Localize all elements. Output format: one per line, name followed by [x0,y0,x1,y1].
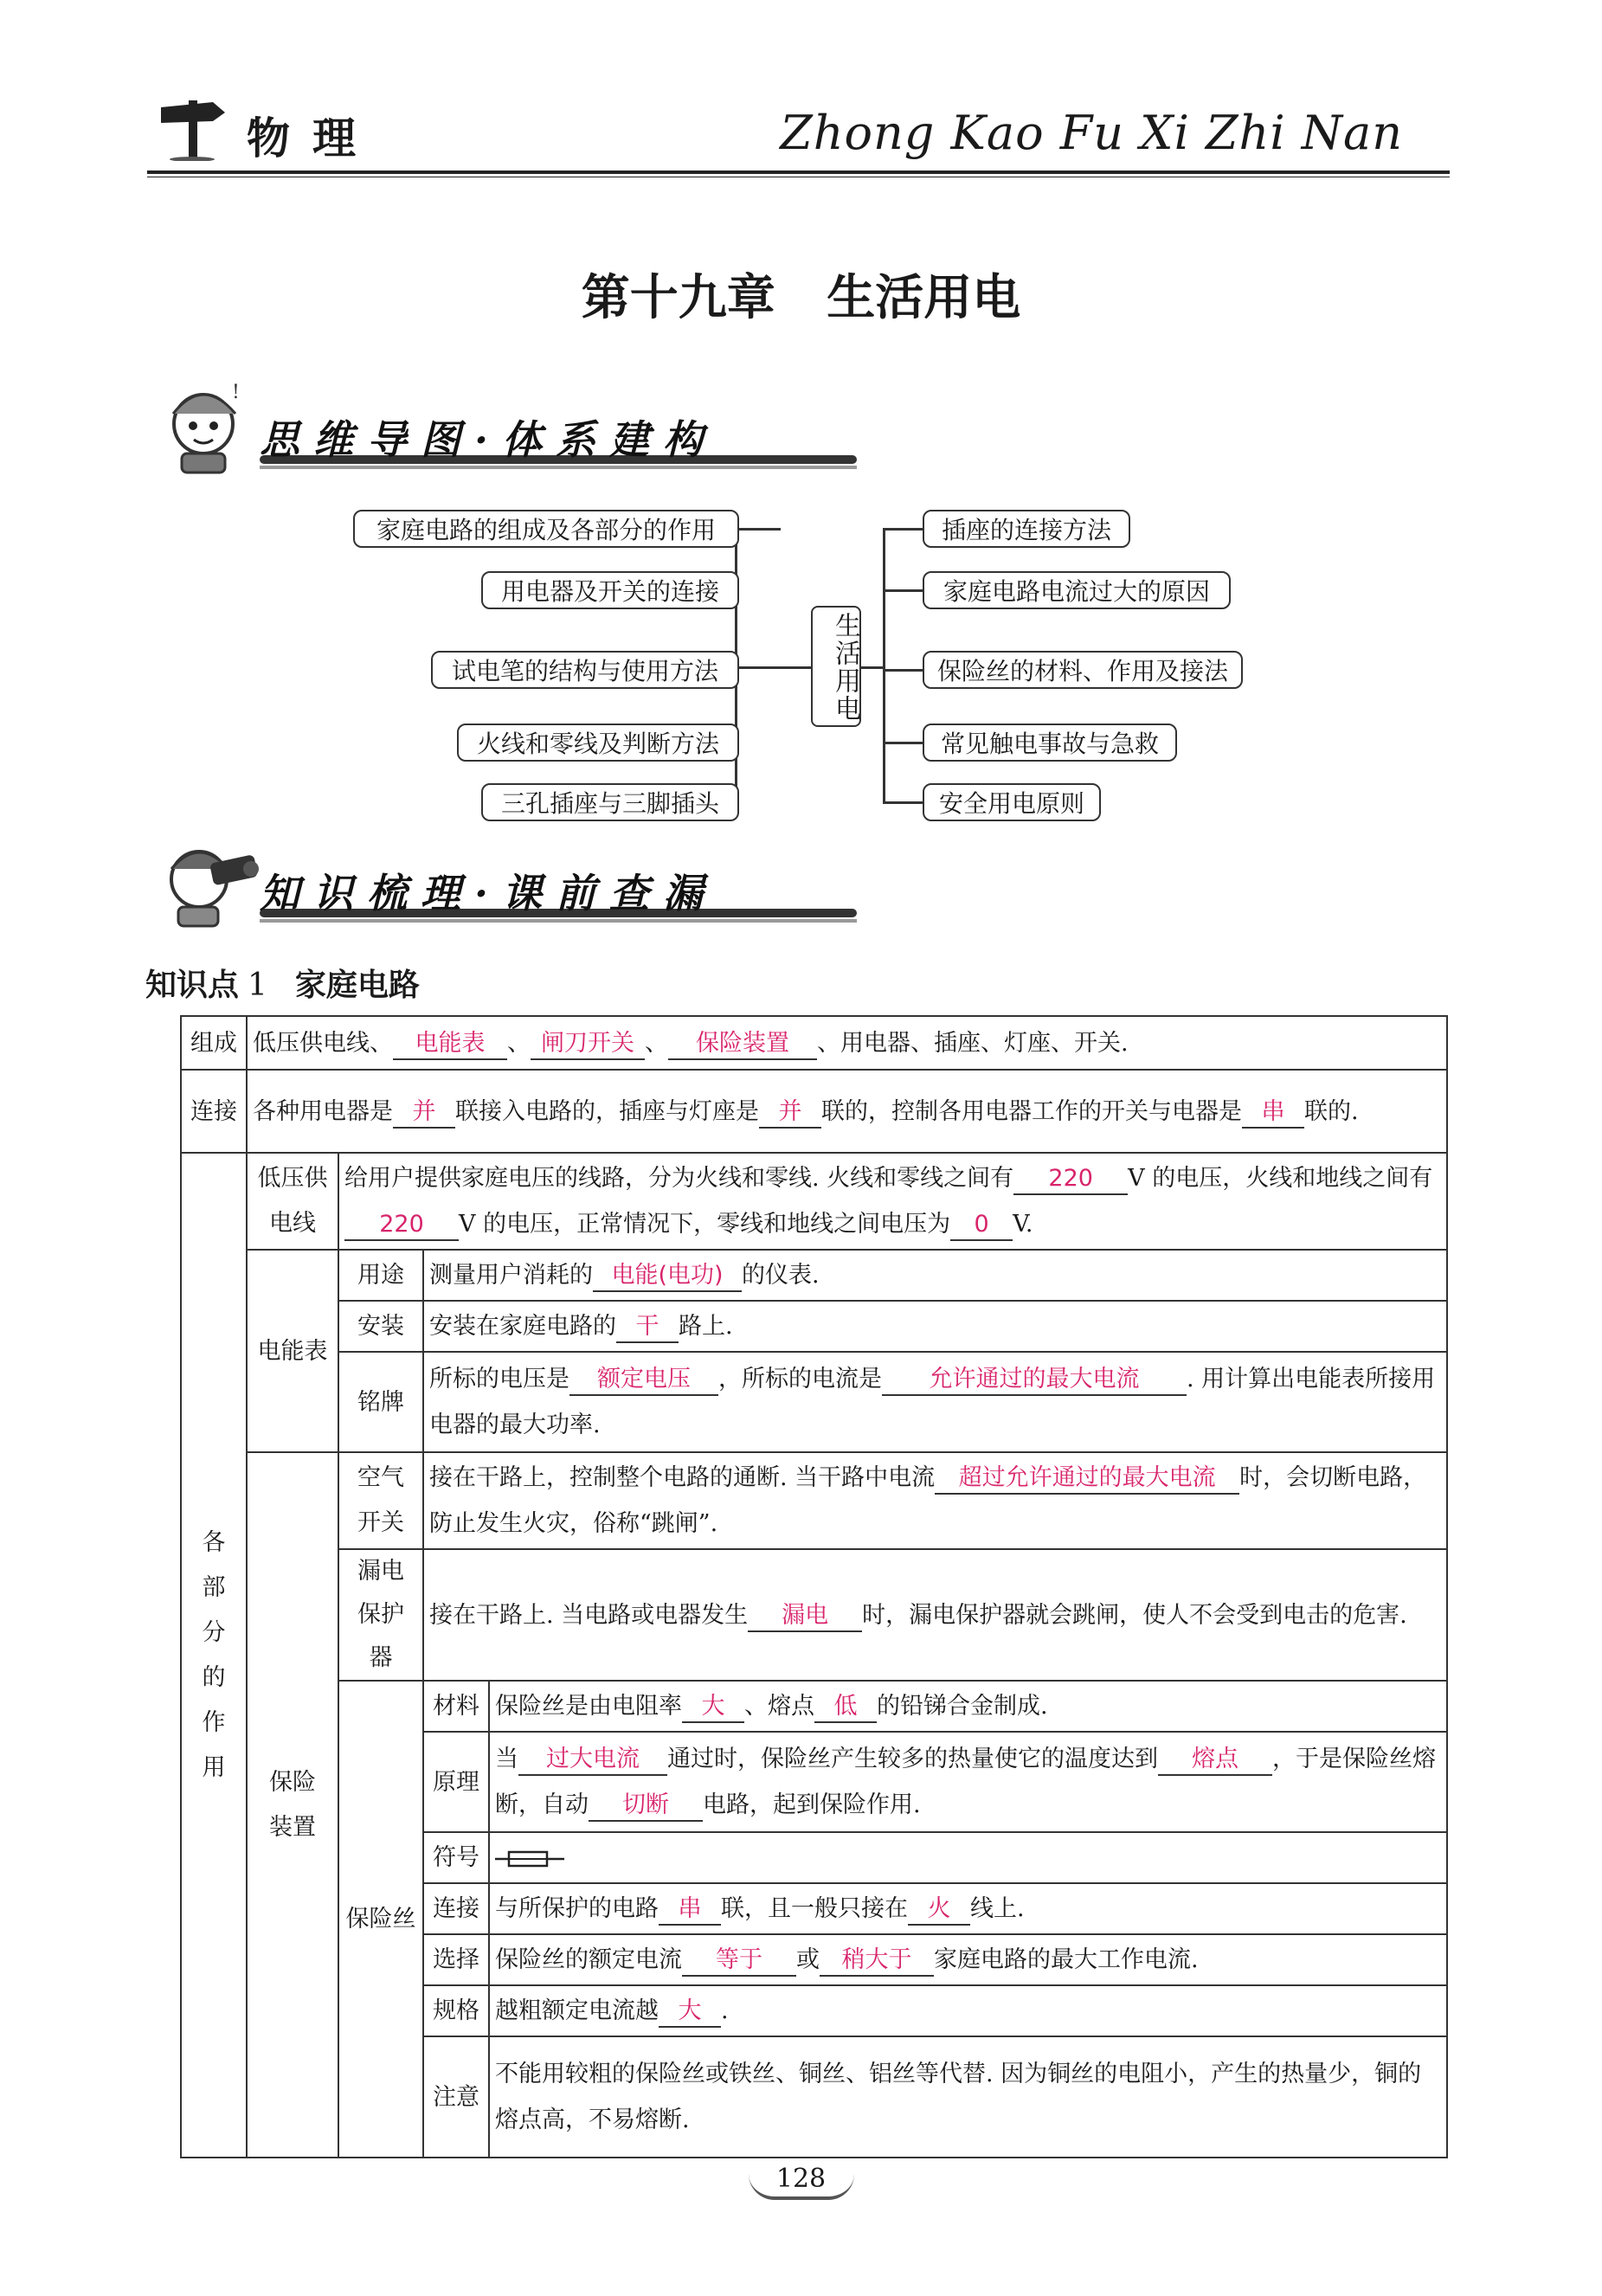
answer-blank: 220 [1013,1164,1128,1195]
answer-blank: 稍大于 [820,1945,934,1977]
answer-blank: 并 [393,1097,455,1129]
answer-blank: 等于 [682,1945,796,1977]
answer-blank: 0 [950,1210,1013,1241]
row-content: 不能用较粗的保险丝或铁丝、铜丝、铝丝等代替. 因为铜丝的电阻小，产生的热量少，铜的熔点高，不易熔断. [489,2036,1447,2158]
series-title: Zhong Kao Fu Xi Zhi Nan [780,106,1403,160]
row-label: 电能表 [247,1250,338,1452]
table-row [181,1301,1447,1352]
table-row [181,1549,1447,1681]
banner-underline-thin [260,919,857,923]
answer-blank: 并 [759,1097,821,1129]
table-row [181,1250,1447,1301]
sub-label: 漏电保护器 [338,1549,423,1681]
fuse-attr-label: 注意 [423,2036,489,2158]
answer-blank: 闸刀开关 [531,1029,645,1060]
row-content: 当 过大电流 通过时，保险丝产生较多的热量使它的温度达到 熔点 ，于是保险丝熔断，自动 切断 电路，起到保险作用. [489,1732,1447,1832]
row-content: 所标的电压是 额定电压 ，所标的电流是 允许通过的最大电流 . 用计算出电能表所接用电器的最大功率. [423,1352,1447,1452]
knowledge-banner [156,867,762,945]
kp-number: 1 [248,968,267,1003]
row-content [489,1832,1447,1883]
knowledge-point-heading [145,961,420,1005]
row-content: 与所保护的电路 串 联，且一般只接在 火 线上. [489,1883,1447,1934]
mindmap-left-item: 试电笔的结构与使用方法 [431,651,739,689]
row-content: 给用户提供家庭电压的线路，分为火线和零线. 火线和零线之间有 220 V 的电压，火线和地线之间有220 V 的电压，正常情况下，零线和地线之间电压为 0 V. [338,1153,1447,1250]
table-row [181,1681,1447,1732]
mindmap-left-item: 家庭电路的组成及各部分的作用 [353,510,739,548]
answer-blank: 保险装置 [668,1029,817,1060]
svg-text:!: ! [232,382,240,403]
row-content: 保险丝是由电阻率 大 、熔点 低 的铅锑合金制成. [489,1681,1447,1732]
answer-blank: 电能(电功) [593,1261,742,1292]
page-number-ornament [749,2174,854,2200]
subject-label: 物理 [247,113,378,164]
table-row [181,1452,1447,1549]
table-row [181,1070,1447,1153]
fuse-attr-label: 连接 [423,1883,489,1934]
answer-blank: 220 [344,1210,459,1241]
fuse-attr-label: 原理 [423,1732,489,1832]
answer-blank: 大 [659,1997,721,2028]
sub-label: 用途 [338,1250,423,1301]
row-content: 测量用户消耗的 电能(电功) 的仪表. [423,1250,1447,1301]
row-content: 低压供电线、 电能表 、 闸刀开关 、 保险装置 、用电器、插座、灯座、开关. [247,1016,1447,1070]
mindmap [0,0,1602,831]
answer-blank: 串 [1242,1097,1304,1129]
mindmap-left-item: 三孔插座与三脚插头 [481,783,739,821]
row-content: 保险丝的额定电流 等于 或 稍大于 家庭电路的最大工作电流. [489,1934,1447,1985]
row-label: 低压供电线 [247,1153,338,1250]
table-row [181,1153,1447,1250]
kp-title: 家庭电路 [294,968,420,1003]
mindmap-left-item: 火线和零线及判断方法 [457,724,739,762]
row-label: 组成 [181,1016,247,1070]
mindmap-center: 生活用电 [811,606,861,727]
group-label: 各部分的作用 [181,1153,247,2158]
row-content: 越粗额定电流越 大 . [489,1985,1447,2036]
row-content: 接在干路上. 当电路或电器发生 漏电 时，漏电保护器就会跳闸，使人不会受到电击的危害. [423,1549,1447,1681]
answer-blank: 切断 [589,1791,703,1822]
answer-blank: 过大电流 [518,1745,667,1776]
sub-label: 安装 [338,1301,423,1352]
answer-blank: 火 [908,1894,970,1926]
sub-label: 保险丝 [338,1681,423,2158]
answer-blank: 超过允许通过的最大电流 [935,1463,1239,1495]
answer-blank: 电能表 [393,1029,507,1060]
answer-blank: 漏电 [748,1601,862,1632]
answer-blank: 熔点 [1158,1745,1272,1776]
knowledge-table [180,1015,1448,2158]
mindmap-left-item: 用电器及开关的连接 [481,571,739,609]
mindmap-right-item: 安全用电原则 [923,783,1101,821]
mascot-telescope-icon [156,831,260,928]
mindmap-right-item: 插座的连接方法 [923,510,1130,548]
answer-blank: 低 [814,1692,877,1723]
kp-label: 知识点 [145,968,240,1003]
row-label: 保险装置 [247,1452,338,2158]
sub-label: 空气开关 [338,1452,423,1549]
fuse-attr-label: 材料 [423,1681,489,1732]
chapter-title: 第十九章 生活用电 [581,270,1021,326]
fuse-attr-label: 符号 [423,1832,489,1883]
table-row [181,1352,1447,1452]
mindmap-banner-text: 思维导图·体系建构 [260,416,717,463]
answer-blank: 额定电压 [569,1365,718,1396]
row-content: 接在干路上，控制整个电路的通断. 当干路中电流 超过允许通过的最大电流 时，会切断电路，防止发生火灾，俗称“跳闸”. [423,1452,1447,1549]
table-row [181,1016,1447,1070]
fuse-symbol-icon [495,1846,564,1872]
answer-blank: 串 [659,1894,721,1926]
knowledge-banner-text: 知识梳理·课前查漏 [260,870,717,916]
mindmap-right-item: 保险丝的材料、作用及接法 [923,651,1243,689]
fuse-attr-label: 选择 [423,1934,489,1985]
row-content: 安装在家庭电路的 干 路上. [423,1301,1447,1352]
mindmap-right-item: 常见触电事故与急救 [923,724,1177,762]
row-content: 各种用电器是 并 联接入电路的，插座与灯座是 并 联的，控制各用电器工作的开关与电器是 串 联的. [247,1070,1447,1153]
answer-blank: 干 [616,1312,679,1343]
answer-blank: 大 [682,1692,744,1723]
answer-blank: 允许通过的最大电流 [882,1365,1187,1396]
mindmap-right-item: 家庭电路电流过大的原因 [923,571,1231,609]
page-number: 128 [775,2164,827,2194]
row-label: 连接 [181,1070,247,1153]
sub-label: 铭牌 [338,1352,423,1452]
fuse-attr-label: 规格 [423,1985,489,2036]
